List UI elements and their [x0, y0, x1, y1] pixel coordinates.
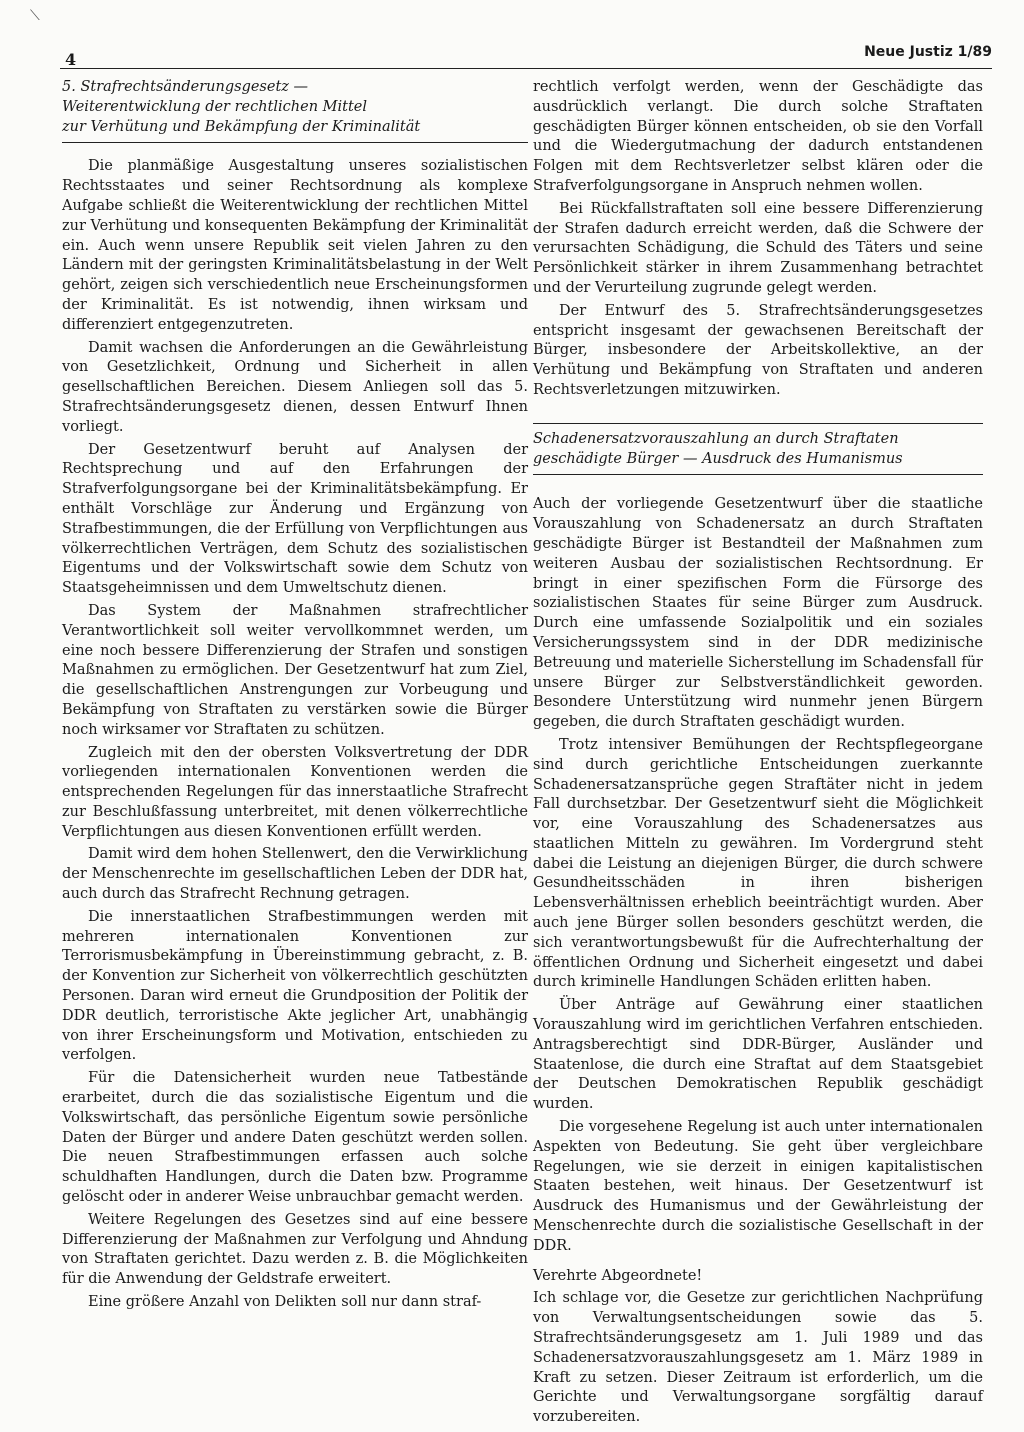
paragraph: Trotz intensiver Bemühungen der Rechtspflegeorgane sind durch gerichtliche Entscheidungen zuerkannte Schadenersatzansprüche gegen Straftäter nicht in jedem Fall durchsetzbar. Der Gesetzentwurf sieht die Möglichkeit vor, eine Vorauszahlung des Schadenersatzes aus staatlichen Mitteln zu gewähren. Im Vordergrund steht dabei die Leistung an diejenigen Bürger, die durch schwere Gesundheitsschäden in ihren bisherigen Lebensverhältnissen erheblich beeinträchtigt wurden. Aber auch jene Bürger sollen besonders geschützt werden, die sich verantwortungsbewußt für die Aufrechterhaltung der öffentlichen Ordnung und Sicherheit eingesetzt und dabei durch kriminelle Handlungen Schäden erlitten haben. [533, 736, 983, 991]
left-column [62, 78, 528, 1316]
paragraph: Die vorgesehene Regelung ist auch unter internationalen Aspekten von Bedeutung. Sie geht über vergleichbare Regelungen, wie sie derzeit in einigen kapitalistischen Staaten bestehen, weit hinaus. Der Gesetzentwurf ist Ausdruck des Humanismus und der Gewährleistung der Menschenrechte durch die sozialistische Gesellschaft in der DDR. [533, 1119, 983, 1254]
paragraph: Der Entwurf des 5. Strafrechtsänderungsgesetzes entspricht insgesamt der gewachsenen Bereitschaft der Bürger, insbesondere der Arbeitskollektive, an der Verhütung und Bekämpfung von Straftaten und anderen Rechtsverletzungen mitzuwirken. [533, 302, 983, 398]
paragraph: Die planmäßige Ausgestaltung unseres sozialistischen Rechtsstaates und seiner Rechtsordnung als komplexe Aufgabe schließt die Weiterentwicklung der rechtlichen Mittel zur Verhütung und konsequenten Bekämpfung der Kriminalität ein. Auch wenn unsere Republik seit vielen Jahren zu den Ländern mit der geringsten Kriminalitätsbelastung in der Welt gehört, zeigen sich verschiedentlich neue Erscheinungsformen der Kriminalität. Es ist notwendig, ihnen wirksam und differenziert entgegenzutreten. [62, 158, 528, 333]
section-heading-left [62, 78, 528, 143]
page-header [60, 44, 992, 70]
paragraph: Über Anträge auf Gewährung einer staatlichen Vorauszahlung wird im gerichtlichen Verfahren entschieden. Antragsberechtigt sind DDR-Bürger, Ausländer und Staatenlose, die durch eine Straftat auf dem Staatsgebiet der Deutschen Demokratischen Republik geschädigt wurden. [533, 997, 983, 1113]
heading-line: Weiterentwicklung der rechtlichen Mittel [62, 98, 368, 115]
paragraph: Auch der vorliegende Gesetzentwurf über die staatliche Vorauszahlung von Schadenersatz an durch Straftaten geschädigte Bürger ist Bestandteil der Maßnahmen zum weiteren Ausbau der sozialistischen Rechtsordnung. Er bringt in einer spezifischen Form die Fürsorge des sozialistischen Staates für seine Bürger zum Ausdruck. Durch eine umfassende Sozialpolitik und ein soziales Versicherungssystem sind in der DDR medizinische Betreuung und materielle Sicherstellung im Schadensfall für unsere Bürger zur Selbstverständlichkeit geworden. Besondere Unterstützung wird nunmehr jenen Bürgern gegeben, die durch Straftaten geschädigt wurden. [533, 496, 983, 731]
paragraph: Für die Datensicherheit wurden neue Tatbestände erarbeitet, durch die das sozialistische Eigentum und die Volkswirtschaft, das persönliche Eigentum sowie persönliche Daten der Bürger und andere Daten geschützt werden sollen. Die neuen Strafbestimmungen erfassen auch solche schuldhaften Handlungen, durch die Daten bzw. Programme gelöscht oder in anderer Weise unbrauchbar gemacht werden. [62, 1070, 528, 1206]
heading-line: Schadenersatzvorauszahlung an durch Straftaten [533, 430, 899, 447]
paragraph: Das System der Maßnahmen strafrechtlicher Verantwortlichkeit soll weiter vervollkommnet werden, um eine noch bessere Differenzierung der Strafen und sonstigen Maßnahmen zu ermöglichen. Der Gesetzentwurf hat zum Ziel, die gesellschaftlichen Anstrengungen zur Vorbeugung und Bekämpfung von Straftaten zu verstärken sowie die Bürger noch wirksamer vor Straftaten zu schützen. [62, 602, 528, 738]
heading-line: 5. Strafrechtsänderungsgesetz — [62, 79, 309, 95]
scan-mark: ⟍ [30, 8, 40, 24]
page-number: 4 [65, 50, 77, 69]
paragraph: Der Gesetzentwurf beruht auf Analysen der Rechtsprechung und auf den Erfahrungen der Strafverfolgungsorgane bei der Kriminalitätsbekämpfung. Er enthält Vorschläge zur Änderung und Ergänzung von Strafbestimmungen, die der Erfüllung von Verpflichtungen aus völkerrechtlichen Verträgen, dem Schutz des sozialistischen Eigentums und der Volkswirtschaft sowie dem Schutz von Staatsgeheimnissen und dem Umweltschutz dienen. [62, 441, 528, 597]
paragraph: Eine größere Anzahl von Delikten soll nur dann straf- [88, 1294, 482, 1311]
right-column [533, 78, 983, 1431]
heading-line: geschädigte Bürger — Ausdruck des Humanismus [533, 450, 903, 467]
paragraph: Bei Rückfallstraftaten soll eine bessere Differenzierung der Strafen dadurch erreicht werden, daß die Schwere der verursachten Schädigung, die Schuld des Täters und seine Persönlichkeit stärker in ihrem Zusammenhang betrachtet und der Verurteilung zugrunde gelegt werden. [533, 200, 983, 296]
paragraph: Weitere Regelungen des Gesetzes sind auf eine bessere Differenzierung der Maßnahmen zur Verfolgung und Ahndung von Straftaten gerichtet. Dazu werden z. B. die Möglichkeiten für die Anwendung der Geldstrafe erweitert. [62, 1211, 528, 1288]
closing-paragraph: Ich schlage vor, die Gesetze zur gerichtlichen Nachprüfung von Verwaltungsentscheidungen sowie das 5. Strafrechtsänderungsgesetz am 1. Juli 1989 und das Schadenersatzvorauszahlungsgesetz am 1. März 1989 in Kraft zu setzen. Dieser Zeitraum ist erforderlich, um die Gerichte und Verwaltungsorgane sorgfältig darauf vorzubereiten. [533, 1290, 983, 1426]
paragraph: Zugleich mit den der obersten Volksvertretung der DDR vorliegenden internationalen Konventionen werden die entsprechenden Regelungen für das innerstaatliche Strafrecht zur Beschlußfassung unterbreitet, mit denen völkerrechtliche Verpflichtungen aus diesen Konventionen erfüllt werden. [62, 744, 528, 840]
journal-title: Neue Justiz 1/89 [864, 44, 992, 60]
header-rule [60, 68, 992, 69]
salutation: Verehrte Abgeordnete! [533, 1267, 703, 1284]
paragraph: Damit wird dem hohen Stellenwert, den die Verwirklichung der Menschenrechte im gesellschaftlichen Leben der DDR hat, auch durch das Strafrecht Rechnung getragen. [62, 846, 528, 903]
section-heading-right [533, 423, 983, 476]
paragraph: Damit wachsen die Anforderungen an die Gewährleistung von Gesetzlichkeit, Ordnung und Sicherheit in allen gesellschaftlichen Bereichen. Diesem Anliegen soll das 5. Strafrechtsänderungsgesetz dienen, dessen Entwurf Ihnen vorliegt. [62, 339, 528, 435]
paragraph: rechtlich verfolgt werden, wenn der Geschädigte das ausdrücklich verlangt. Die durch solche Straftaten geschädigten Bürger können entscheiden, ob sie den Vorfall und die Wiedergutmachung der dadurch entstandenen Folgen mit dem Rechtsverletzer selbst klären oder die Strafverfolgungsorgane in Anspruch nehmen wollen. [533, 79, 983, 194]
heading-line: zur Verhütung und Bekämpfung der Kriminalität [62, 118, 421, 135]
paragraph: Die innerstaatlichen Strafbestimmungen werden mit mehreren internationalen Konventionen zur Terrorismusbekämpfung in Übereinstimmung gebracht, z. B. der Konvention zur Sicherheit von völkerrechtlich geschützten Personen. Daran wird erneut die Grundposition der Politik der DDR deutlich, terroristische Akte jeglicher Art, unabhängig von ihrer Erscheinungsform und Motivation, entschieden zu verfolgen. [62, 908, 528, 1064]
